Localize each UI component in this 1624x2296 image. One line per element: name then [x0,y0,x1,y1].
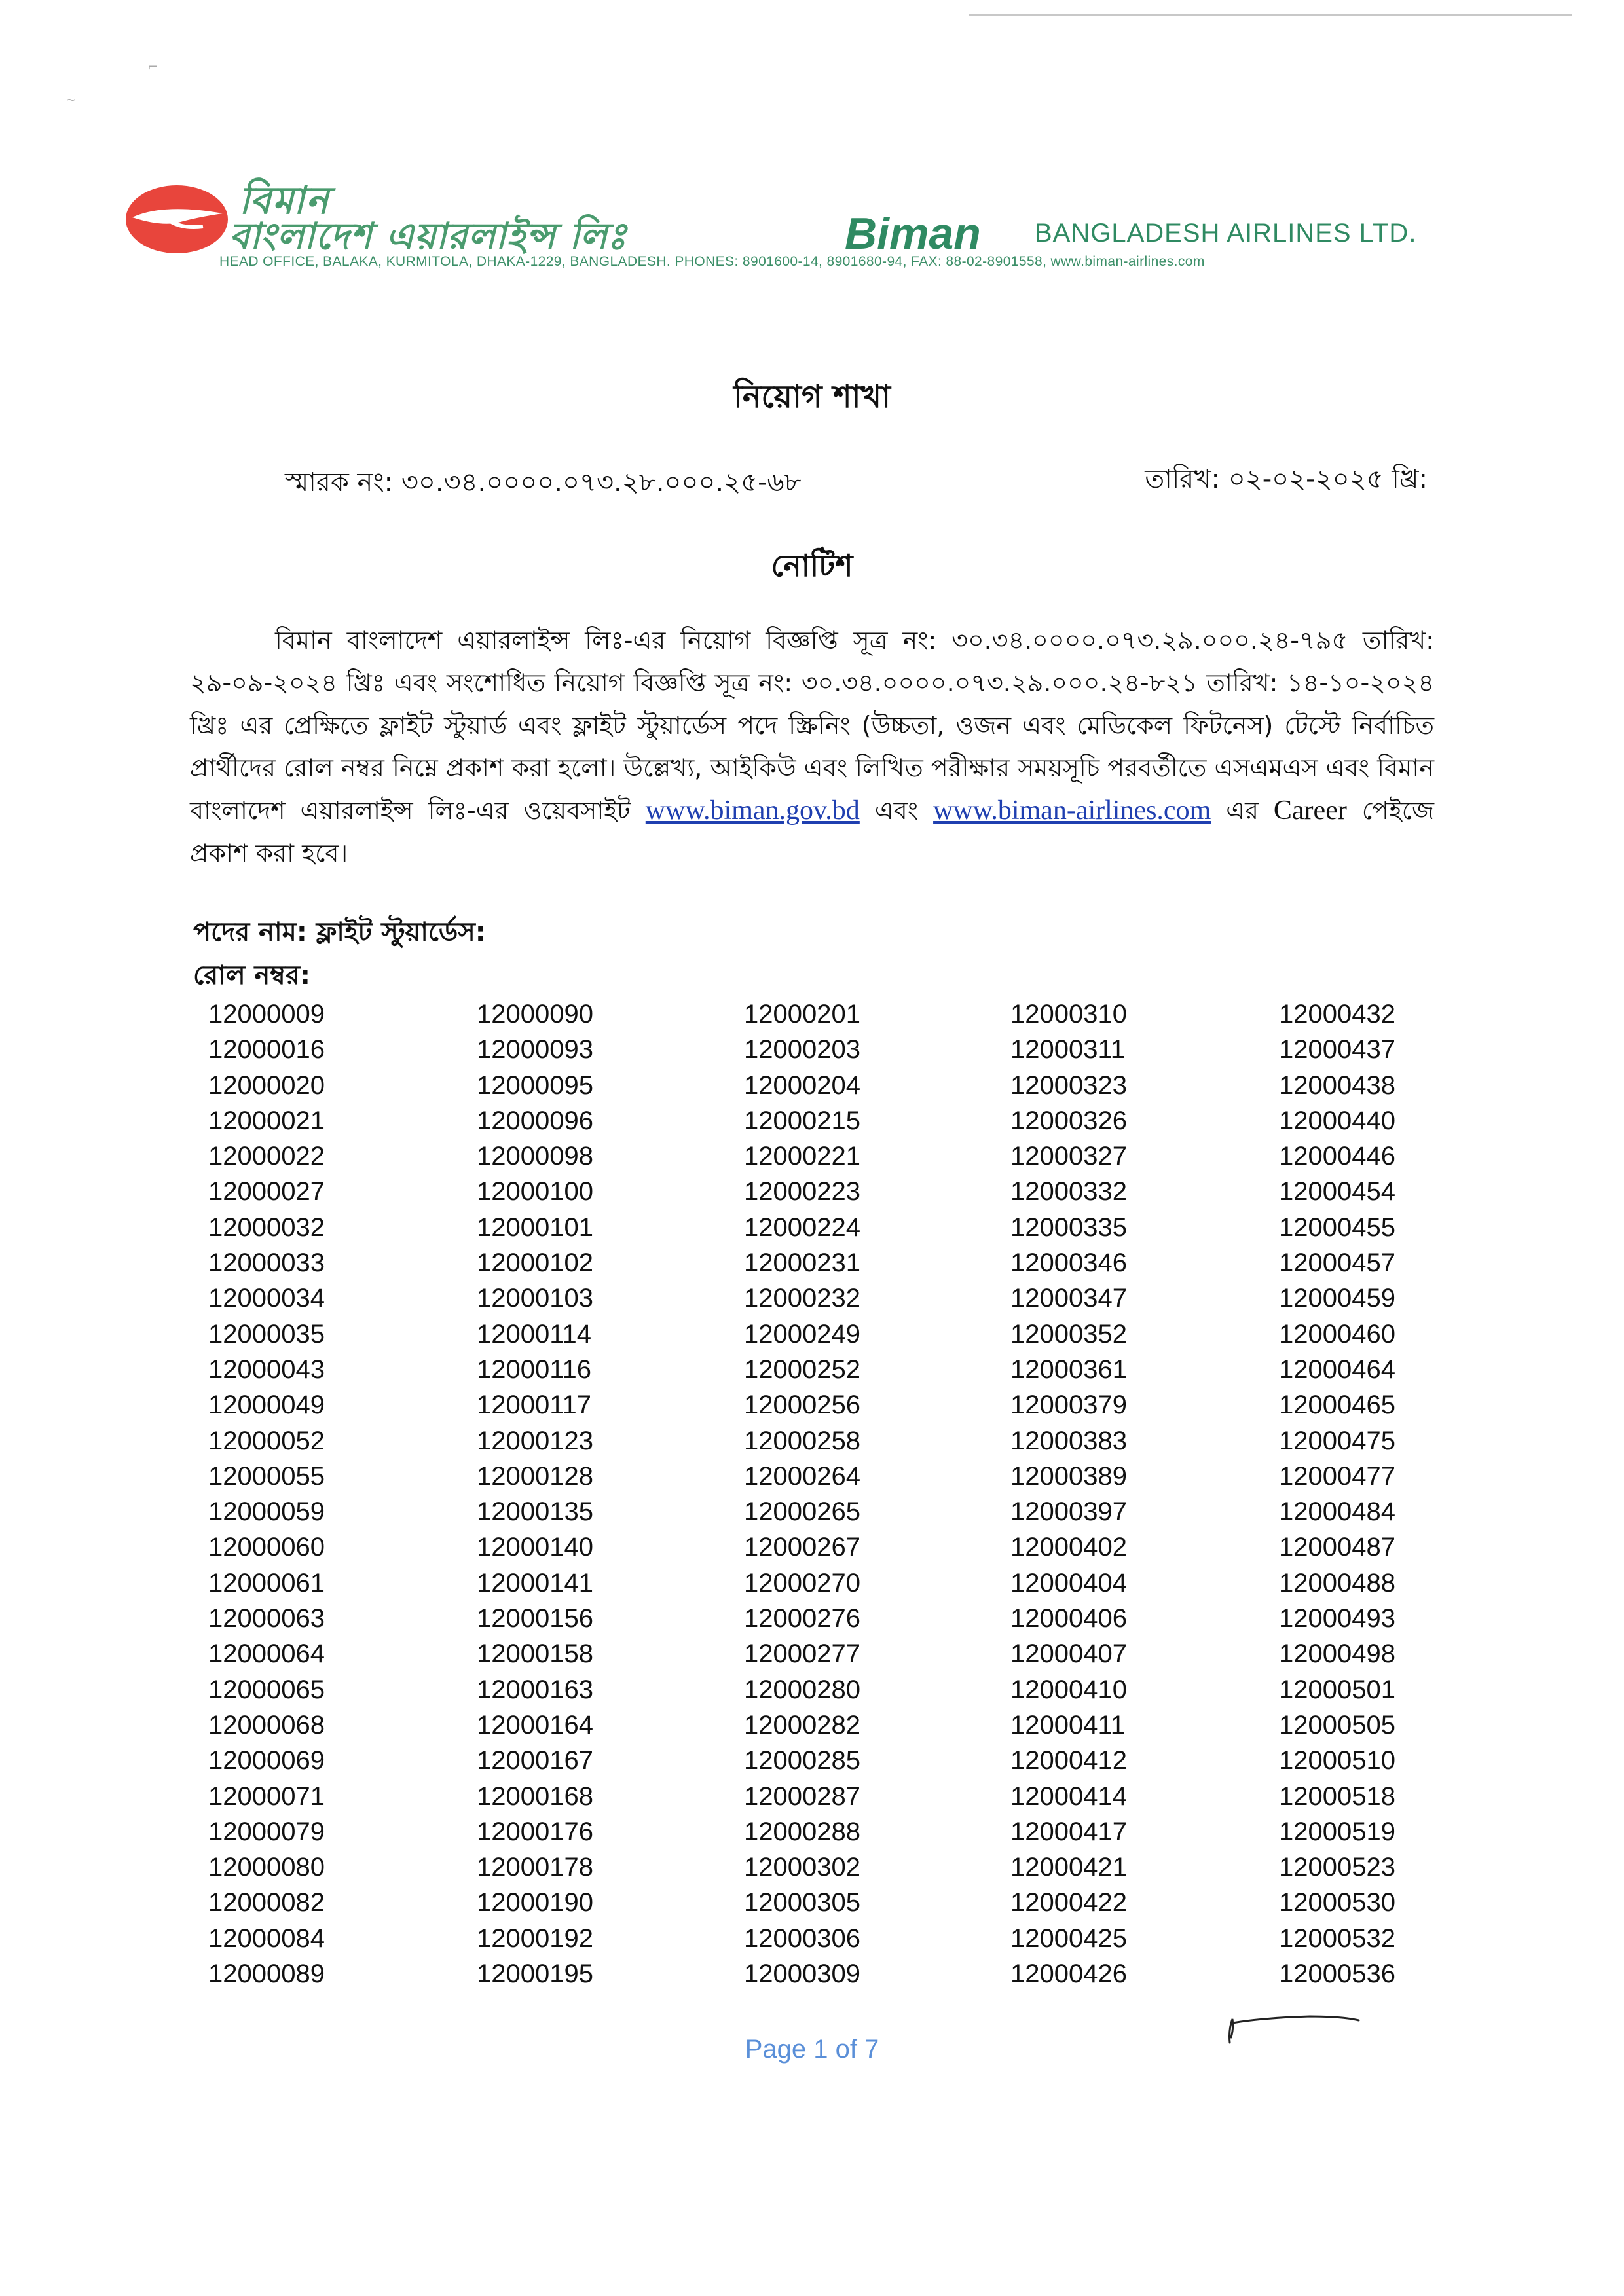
roll-number: 12000282 [744,1710,860,1740]
roll-number: 12000117 [477,1391,591,1420]
roll-number: 12000021 [208,1106,325,1135]
roll-number: 12000135 [477,1497,593,1527]
roll-number: 12000488 [1279,1568,1395,1597]
roll-number: 12000060 [208,1533,325,1562]
roll-number: 12000519 [1279,1817,1395,1846]
section-title: নিয়োগ শাখা [733,378,891,415]
roll-number: 12000457 [1279,1248,1395,1278]
roll-number: 12000477 [1279,1461,1395,1491]
roll-number: 12000178 [477,1853,593,1882]
roll-column [208,996,418,1992]
roll-number: 12000276 [744,1604,860,1633]
roll-number: 12000043 [208,1355,325,1384]
roll-number: 12000090 [477,1000,593,1029]
website-link-biman-airlines[interactable]: www.biman-airlines.com [933,795,1211,826]
roll-number: 12000252 [744,1355,860,1384]
roll-number: 12000190 [477,1888,593,1918]
roll-number: 12000335 [1010,1212,1127,1242]
roll-number-grid [208,996,1452,1992]
roll-number: 12000422 [1010,1888,1127,1918]
roll-number: 12000432 [1279,1000,1395,1029]
biman-logo-icon [124,183,229,255]
roll-number: 12000310 [1010,1000,1127,1029]
roll-number: 12000052 [208,1426,325,1455]
roll-number: 12000277 [744,1639,860,1669]
roll-column [477,996,686,1992]
roll-column [1010,996,1220,1992]
roll-number: 12000114 [477,1319,591,1349]
roll-number: 12000402 [1010,1533,1127,1562]
roll-number: 12000192 [477,1923,593,1953]
roll-number: 12000098 [477,1142,593,1171]
roll-number: 12000414 [1010,1781,1127,1811]
roll-number: 12000049 [208,1391,325,1420]
roll-number: 12000176 [477,1817,593,1846]
memo-date: তারিখ: ০২-০২-২০২৫ খ্রি: [1145,464,1428,494]
roll-number: 12000323 [1010,1070,1127,1100]
roll-number: 12000438 [1279,1070,1395,1100]
roll-number: 12000498 [1279,1639,1395,1669]
roll-number: 12000459 [1279,1284,1395,1313]
scan-artifact-mark: ⌐ [147,59,158,75]
scan-artifact-mark: ~ [65,92,77,107]
roll-number: 12000016 [208,1035,325,1065]
company-name-bangla-line2: বাংলাদেশ এয়ারলাইন্স লিঃ [229,215,627,258]
roll-number: 12000027 [208,1177,325,1207]
roll-number: 12000465 [1279,1391,1395,1420]
roll-number: 12000123 [477,1426,593,1455]
roll-number: 12000102 [477,1248,593,1278]
roll-number: 12000518 [1279,1781,1395,1811]
roll-number: 12000270 [744,1568,860,1597]
roll-column [744,996,953,1992]
roll-number: 12000082 [208,1888,325,1918]
roll-number: 12000167 [477,1746,593,1776]
memo-number: স্মারক নং: ৩০.৩৪.০০০০.০৭৩.২৮.০০০.২৫-৬৮ [285,467,802,498]
roll-number: 12000311 [1010,1035,1125,1065]
roll-number: 12000249 [744,1319,860,1349]
roll-number: 12000128 [477,1461,593,1491]
roll-number: 12000065 [208,1675,325,1704]
roll-number: 12000346 [1010,1248,1127,1278]
roll-number: 12000523 [1279,1853,1395,1882]
roll-number: 12000061 [208,1568,325,1597]
roll-number: 12000265 [744,1497,860,1527]
roll-number: 12000305 [744,1888,860,1918]
roll-number: 12000079 [208,1817,325,1846]
roll-number: 12000417 [1010,1817,1127,1846]
roll-number: 12000383 [1010,1426,1127,1455]
roll-number: 12000156 [477,1604,593,1633]
roll-number: 12000379 [1010,1391,1127,1420]
roll-number: 12000532 [1279,1923,1395,1953]
notice-body-text: পেইজে প্রকাশ করা হবে। [190,796,1434,867]
roll-number: 12000069 [208,1746,325,1776]
roll-number: 12000425 [1010,1923,1127,1953]
roll-number: 12000352 [1010,1319,1127,1349]
roll-number: 12000389 [1010,1461,1127,1491]
roll-number: 12000411 [1010,1710,1125,1740]
roll-number: 12000164 [477,1710,593,1740]
roll-number: 12000158 [477,1639,593,1669]
roll-number: 12000404 [1010,1568,1127,1597]
notice-body-conjunction: এবং [874,796,919,825]
roll-number: 12000204 [744,1070,860,1100]
roll-number: 12000440 [1279,1106,1395,1135]
company-name-english-rest: BANGLADESH AIRLINES LTD. [1035,219,1417,247]
roll-number: 12000326 [1010,1106,1127,1135]
website-link-biman-gov[interactable]: www.biman.gov.bd [645,795,860,826]
roll-number: 12000493 [1279,1604,1395,1633]
roll-number: 12000288 [744,1817,860,1846]
roll-number: 12000093 [477,1035,593,1065]
roll-number: 12000103 [477,1284,593,1313]
roll-number: 12000223 [744,1177,860,1207]
roll-number: 12000163 [477,1675,593,1704]
roll-number: 12000280 [744,1675,860,1704]
roll-number: 12000464 [1279,1355,1395,1384]
roll-number: 12000501 [1279,1675,1395,1704]
notice-body [190,619,1434,875]
roll-number: 12000140 [477,1533,593,1562]
roll-number: 12000080 [208,1853,325,1882]
roll-number: 12000426 [1010,1959,1127,1989]
career-word: Career [1273,795,1347,826]
roll-number: 12000505 [1279,1710,1395,1740]
roll-number: 12000530 [1279,1888,1395,1918]
head-office-address: HEAD OFFICE, BALAKA, KURMITOLA, DHAKA-1229, BANGLADESH. PHONES: 8901600-14, 8901680-94, FAX: 88-02-8901558, www.biman-airlines.com [219,254,1205,269]
roll-number: 12000306 [744,1923,860,1953]
roll-number: 12000096 [477,1106,593,1135]
roll-number: 12000084 [208,1923,325,1953]
roll-number: 12000347 [1010,1284,1127,1313]
letterhead [124,177,1500,282]
roll-number: 12000232 [744,1284,860,1313]
roll-number: 12000475 [1279,1426,1395,1455]
roll-column [1279,996,1488,1992]
roll-number: 12000361 [1010,1355,1127,1384]
notice-title: নোটিশ [771,548,853,583]
roll-number: 12000455 [1279,1212,1395,1242]
roll-number: 12000009 [208,1000,325,1029]
roll-number: 12000141 [477,1568,593,1597]
roll-number: 12000033 [208,1248,325,1278]
roll-number: 12000101 [477,1212,593,1242]
scan-artifact-line [969,14,1572,16]
roll-number: 12000412 [1010,1746,1127,1776]
roll-number: 12000484 [1279,1497,1395,1527]
roll-number: 12000022 [208,1142,325,1171]
roll-number: 12000095 [477,1070,593,1100]
roll-number: 12000454 [1279,1177,1395,1207]
roll-number: 12000460 [1279,1319,1395,1349]
roll-number: 12000267 [744,1533,860,1562]
roll-number: 12000309 [744,1959,860,1989]
page-number: Page 1 of 7 [745,2035,879,2064]
notice-body-text: বিমান বাংলাদেশ এয়ারলাইন্স লিঃ-এর নিয়োগ বিজ্ঞপ্তি সূত্র নং: ৩০.৩৪.০০০০.০৭৩.২৯.০০০.২৪-৭৯৫ তারিখ: ২৯-০৯-২০২৪ খ্রিঃ এবং সংশোধিত নিয়োগ বিজ্ঞপ্তি সূত্র নং: ৩০.৩৪.০০০০.০৭৩.২৯.০০০.২৪-৮২১ তারিখ: ১৪-১০-২০২৪ খ্রিঃ এর প্রেক্ষিতে ফ্লাইট স্টুয়ার্ড এবং ফ্লাইট স্টুয়ার্ডেস পদে স্ক্রিনিং (উচ্চতা, ওজন এবং মেডিকেল ফিটনেস) টেস্টে নির্বাচিত প্রার্থীদের রোল নম্বর নিম্নে প্রকাশ করা হলো। উল্লেখ্য, আইকিউ এবং লিখিত পরীক্ষার সময়সূচি পরবর্তীতে এসএমএস এবং বিমান বাংলাদেশ এয়ারলাইন্স লিঃ-এর ওয়েবসাইট [190,626,1434,825]
company-name-english: Biman [845,209,981,259]
roll-number: 12000059 [208,1497,325,1527]
roll-number: 12000287 [744,1781,860,1811]
roll-number: 12000510 [1279,1746,1395,1776]
roll-number-label: রোল নম্বর: [193,960,310,991]
roll-number: 12000407 [1010,1639,1127,1669]
roll-number: 12000406 [1010,1604,1127,1633]
roll-number: 12000410 [1010,1675,1127,1704]
roll-number: 12000215 [744,1106,860,1135]
roll-number: 12000195 [477,1959,593,1989]
roll-number: 12000100 [477,1177,593,1207]
notice-body-text: এর [1226,796,1259,825]
roll-number: 12000221 [744,1142,860,1171]
roll-number: 12000055 [208,1461,325,1491]
roll-number: 12000064 [208,1639,325,1669]
roll-number: 12000397 [1010,1497,1127,1527]
roll-number: 12000302 [744,1853,860,1882]
roll-number: 12000332 [1010,1177,1127,1207]
roll-number: 12000224 [744,1212,860,1242]
roll-number: 12000446 [1279,1142,1395,1171]
roll-number: 12000071 [208,1781,325,1811]
roll-number: 12000034 [208,1284,325,1313]
roll-number: 12000231 [744,1248,860,1278]
post-name: পদের নাম: ফ্লাইট স্টুয়ার্ডেস: [193,917,486,947]
roll-number: 12000116 [477,1355,591,1384]
roll-number: 12000258 [744,1426,860,1455]
roll-number: 12000035 [208,1319,325,1349]
roll-number: 12000089 [208,1959,325,1989]
roll-number: 12000437 [1279,1035,1395,1065]
roll-number: 12000168 [477,1781,593,1811]
roll-number: 12000536 [1279,1959,1395,1989]
roll-number: 12000068 [208,1710,325,1740]
roll-number: 12000327 [1010,1142,1127,1171]
company-name-bangla-line1: বিমান [239,178,330,223]
roll-number: 12000264 [744,1461,860,1491]
roll-number: 12000421 [1010,1853,1127,1882]
roll-number: 12000201 [744,1000,860,1029]
roll-number: 12000063 [208,1604,325,1633]
roll-number: 12000487 [1279,1533,1395,1562]
roll-number: 12000256 [744,1391,860,1420]
roll-number: 12000203 [744,1035,860,1065]
roll-number: 12000285 [744,1746,860,1776]
roll-number: 12000020 [208,1070,325,1100]
roll-number: 12000032 [208,1212,325,1242]
